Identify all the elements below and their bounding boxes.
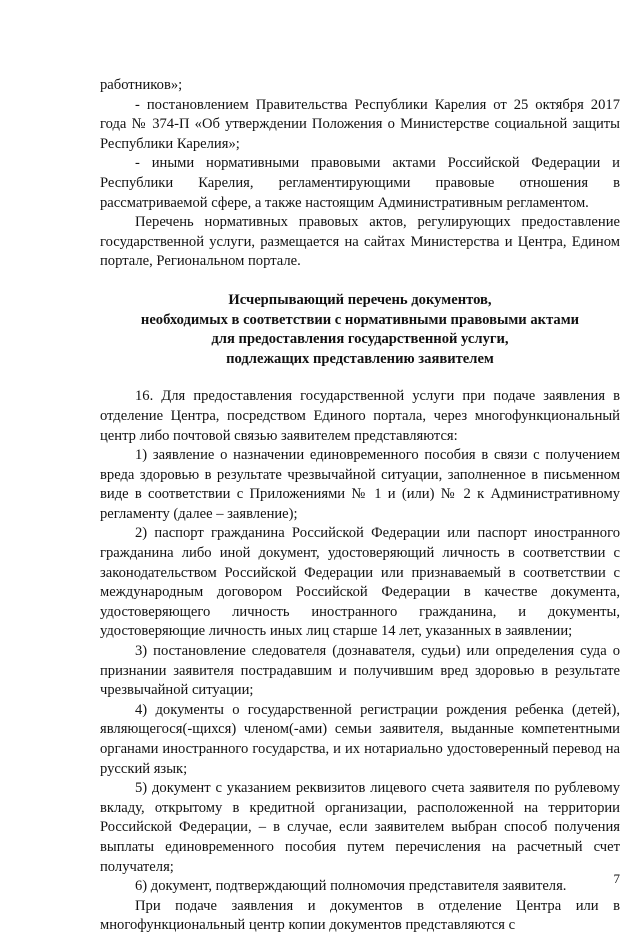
paragraph-decree-reference: - постановлением Правительства Республики Карелия от 25 октября 2017 года № 374-П «Об утверждении Положения о Министерстве социальной защиты Республики Карелия»; (100, 96, 620, 152)
paragraph-copies-submission: При подаче заявления и документов в отделение Центра или в многофункциональный центр копии документов представляются с (100, 897, 620, 934)
list-item-investigator-decision: 3) постановление следователя (дознавателя, судьи) или определения суда о признании заявителя пострадавшим и получившим вред здоровью в результате чрезвычайной ситуации; (100, 643, 620, 699)
heading-line: для предоставления государственной услуги, (211, 331, 509, 348)
paragraph-item-16: 16. Для предоставления государственной услуги при подаче заявления в отделение Центра, посредством Единого портала, через многофункциональный центр либо почтовой связью заявителем представляются: (100, 388, 620, 444)
list-item-application: 1) заявление о назначении единовременного пособия в связи с получением вреда здоровью в результате чрезвычайной ситуации, заполненное в письменном виде в соответствии с Приложениями № 1 и (или) № 2 к Административному регламенту (далее – заявление); (100, 447, 620, 522)
heading-line: подлежащих представлению заявителем (226, 350, 494, 367)
heading-line: Исчерпывающий перечень документов, (228, 291, 492, 308)
list-item-account-details: 5) документ с указанием реквизитов лицевого счета заявителя по рублевому вкладу, открытому в кредитной организации, расположенной на территории Российской Федерации, – в случае, если заявителем выбран способ получения выплаты единовременного пособия путем перечисления на расчетный счет получателя; (100, 780, 620, 875)
list-item-representative-authority: 6) документ, подтверждающий полномочия представителя заявителя. (135, 878, 567, 895)
document-body (100, 76, 620, 936)
paragraph-other-acts: - иными нормативными правовыми актами Российской Федерации и Республики Карелия, регламентирующими правовые отношения в рассматриваемой сфере, а также настоящим Административным регламентом. (100, 155, 620, 211)
list-item-passport: 2) паспорт гражданина Российской Федерации или паспорт иностранного гражданина либо иной документ, удостоверяющий личность в соответствии с законодательством Российской Федерации или признаваемый в соответствии с международным договором Российской Федерации в качестве документа, удостоверяющего личность иностранного гражданина, и документы, удостоверяющие личность иных лиц старше 14 лет, указанных в заявлении; (100, 525, 620, 640)
heading-line: необходимых в соответствии с нормативными правовыми актами (140, 311, 580, 328)
list-item-birth-registration: 4) документы о государственной регистрации рождения ребенка (детей), являющегося(-щихся) членом(-ами) семьи заявителя, выданные компетентными органами иностранного государства, и их нотариально удостоверенный перевод на русский язык; (100, 701, 620, 777)
page-number: 7 (613, 871, 620, 886)
paragraph-continuation: работников»; (100, 77, 183, 93)
paragraph-acts-list-publication: Перечень нормативных правовых актов, регулирующих предоставление государственной услуги, размещается на сайтах Министерства и Центра, Едином портале, Региональном портале. (100, 214, 620, 270)
section-heading (100, 291, 620, 369)
